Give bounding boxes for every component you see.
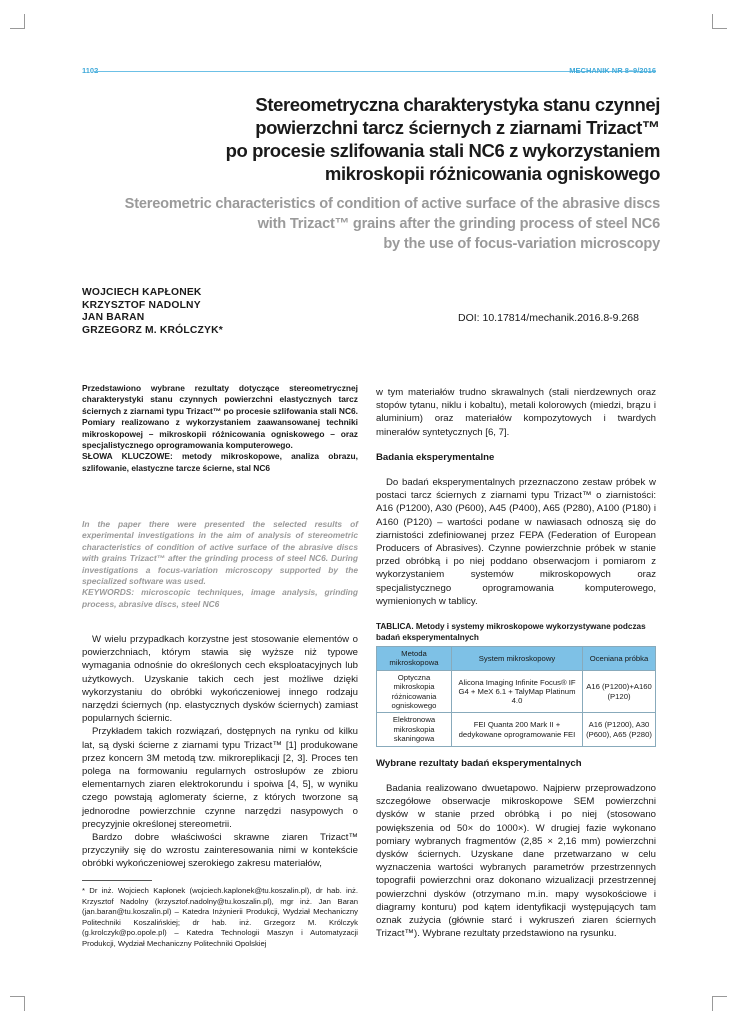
journal-name: MECHANIK NR 8–9/2016	[569, 66, 656, 75]
table-cell: FEI Quanta 200 Mark II + dedykowane oprogramowanie FEI	[452, 713, 583, 746]
title-pl-line-3: po procesie szlifowania stali NC6 z wykorzystaniem	[225, 140, 660, 161]
paragraph: Do badań eksperymentalnych przeznaczono zestaw próbek w postaci tarcz ściernych z ziarnami typu Trizact™ o ziarnistości: A16 (P1200), A30 (P600), A45 (P400), A65 (P280), A100 (P180) i A160 (P120) – wartości podane w nawiasach odnoszą się do ziarnistości zdefiniowanej przez FEPA (Federation of European Producers of Abrasives). Czynne powierzchnie próbek w stanie przed obróbką i po niej poddano obserwacjom i pomiarom z wykorzystaniem systemów mikroskopowych oraz specjalistycznego oprogramowania komputerowego, wymienionych w tablicy.	[376, 477, 656, 607]
title-en-line-2: with Trizact™ grains after the grinding process of steel NC6	[257, 216, 660, 232]
abstract-en	[82, 519, 358, 610]
section-text	[376, 476, 656, 608]
page-number: 1102	[82, 66, 99, 75]
body-right-intro: w tym materiałów trudno skrawalnych (stali nierdzewnych oraz stopów tytanu, niklu i kobaltu), metali kolorowych (miedzi, brązu i aluminium) oraz materiałów kompozytowych i twardych minerałów syntetycznych [6, 7].	[376, 387, 656, 438]
keywords-en: KEYWORDS: microscopic techniques, image analysis, grinding process, abrasive discs, steel NC6	[82, 587, 358, 609]
table-header-cell: Oceniana próbka	[583, 647, 656, 671]
author-4: GRZEGORZ M. KRÓLCZYK*	[82, 324, 223, 336]
abstract-pl	[82, 383, 358, 474]
table-header-cell: Metoda mikroskopowa	[377, 647, 452, 671]
table-row	[377, 670, 656, 713]
table-cell: Elektronowa mikroskopia skaningowa	[377, 713, 452, 746]
table-row	[377, 713, 656, 746]
table-header-row	[377, 647, 656, 671]
title-pl-line-1: Stereometryczna charakterystyka stanu czynnej	[255, 94, 660, 115]
paragraph: Bardzo dobre właściwości skrawne ziaren Trizact™ przyczyniły się do wzrostu zainteresowania nimi w kontekście obróbki wykończeniowej szerokiego zakresu materiałów,	[82, 832, 358, 870]
body-left	[82, 633, 358, 871]
abstract-en-text: In the paper there were presented the selected results of experimental investigations in the aim of analysis of stereometric characteristics of condition of active surface of the abrasive discs with grains Trizact™ after the grinding process of steel NC6. During investigations a focus-variation microscopy supported by the specialized software was used.	[82, 519, 358, 587]
crop-mark-bottom-right	[712, 996, 727, 1011]
section-text	[376, 782, 656, 940]
footnote-rule	[82, 880, 152, 881]
author-list	[82, 287, 223, 337]
author-2: KRZYSZTOF NADOLNY	[82, 299, 201, 311]
author-3: JAN BARAN	[82, 312, 145, 323]
section-heading: Wybrane rezultaty badań eksperymentalnych	[376, 758, 582, 769]
title-pl-line-4: mikroskopii różnicowania ogniskowego	[324, 163, 660, 184]
keywords-pl: SŁOWA KLUCZOWE: metody mikroskopowe, analiza obrazu, szlifowanie, elastyczne tarcze ścierne, stal NC6	[82, 451, 358, 473]
methods-table	[376, 646, 656, 747]
paragraph: W wielu przypadkach korzystne jest stosowanie elementów o powierzchniach, którym stawia się wyższe niż typowe wymagania odnośnie do określonych cech eksploatacyjnych lub użytkowych. Uzyskanie takich cech jest możliwe dzięki wykorzystaniu do obróbki wykończeniowej innego rodzaju narzędzi ściernych (np. elastycznych dysków ściernych) zamiast popularnych ściernic.	[82, 634, 358, 725]
crop-mark-top-left	[10, 14, 25, 29]
table-header-cell: System mikroskopowy	[452, 647, 583, 671]
title-pl-line-2: powierzchni tarcz ściernych z ziarnami Trizact™	[255, 117, 660, 138]
crop-mark-bottom-left	[10, 996, 25, 1011]
table-caption: TABLICA. Metody i systemy mikroskopowe wykorzystywane podczas badań eksperymentalnych	[376, 622, 646, 642]
crop-mark-top-right	[712, 14, 727, 29]
title-en-line-1: Stereometric characteristics of condition of active surface of the abrasive discs	[124, 196, 660, 212]
abstract-pl-text: Przedstawiono wybrane rezultaty dotyczące stereometrycznej charakterystyki stanu czynnych powierzchni elastycznych tarcz ściernych z ziarnami typu Trizact™ po procesie szlifowania stali NC6. Pomiary realizowano z wykorzystaniem zaawansowanej techniki mikroskopowej – mikroskopii różnicowania ogniskowego – oraz specjalistycznego oprogramowania komputerowego.	[82, 383, 358, 451]
table-cell: A16 (P1200), A30 (P600), A65 (P280)	[583, 713, 656, 746]
section-heading: Badania eksperymentalne	[376, 452, 495, 463]
table-cell: Optyczna mikroskopia różnicowania ogniskowego	[377, 670, 452, 713]
doi: DOI: 10.17814/mechanik.2016.8-9.268	[458, 312, 639, 324]
table-cell: A16 (P1200)+A160 (P120)	[583, 670, 656, 713]
title-en-line-3: by the use of focus-variation microscopy	[383, 236, 660, 252]
author-1: WOJCIECH KAPŁONEK	[82, 287, 202, 298]
paragraph: Przykładem takich rozwiązań, dostępnych na rynku od kilku lat, są dyski ścierne z ziarnami typu Trizact™ [1] produkowane przez koncern 3M metodą tzw. mikroreplikacji [2, 3]. Proces ten polega na formowaniu regularnych ostrosłupów ze zbioru elementarnych ziaren elektrokorundu i spoiwa [4, 5], w wyniku czego powstają aglomeraty ścierne, z których tworzone są jednorodne powierzchnie czynne narzędzi nasypowych o precyzyjnie określonej stereometrii.	[82, 726, 358, 830]
footnote: * Dr inż. Wojciech Kapłonek (wojciech.kaplonek@tu.koszalin.pl), dr hab. inż. Krzysztof Nadolny (krzysztof.nadolny@tu.koszalin.pl), mgr inż. Jan Baran (jan.baran@tu.koszalin.pl) – Katedra Inżynierii Produkcji, Wydział Mechaniczny Politechniki Koszalińskiej; dr hab. inż. Grzegorz M. Królczyk (g.krolczyk@po.opole.pl) – Katedra Technologii Maszyn i Automatyzacji Produkcji, Wydział Mechaniczny Politechniki Opolskiej	[82, 886, 358, 948]
table-cell: Alicona Imaging Infinite Focus® IF G4 + MeX 6.1 + TalyMap Platinum 4.0	[452, 670, 583, 713]
paragraph: Badania realizowano dwuetapowo. Najpierw przeprowadzono szczegółowe obserwacje mikroskopowe SEM powierzchni dysków w stanie przed obróbką i po niej (stosowano powiększenia od 50× do 1000×). W drugiej fazie wykonano pomiary wybranych fragmentów (2,85 × 2,16 mm) powierzchni dysków ściernych. Uzyskane dane przetwarzano w celu wyznaczenia wartości wybranych parametrów przestrzennych topografii powierzchni oraz dokonano wizualizacji przestrzennej powierzchni dysków (otrzymano m.in. mapy wysokościowe i diagramy konturu) pod kątem identyfikacji występujących tam oznak zużycia (głównie starć i wykruszeń ziaren ściernych Trizact™). Wybrane rezultaty przedstawiono na rysunku.	[376, 783, 656, 940]
